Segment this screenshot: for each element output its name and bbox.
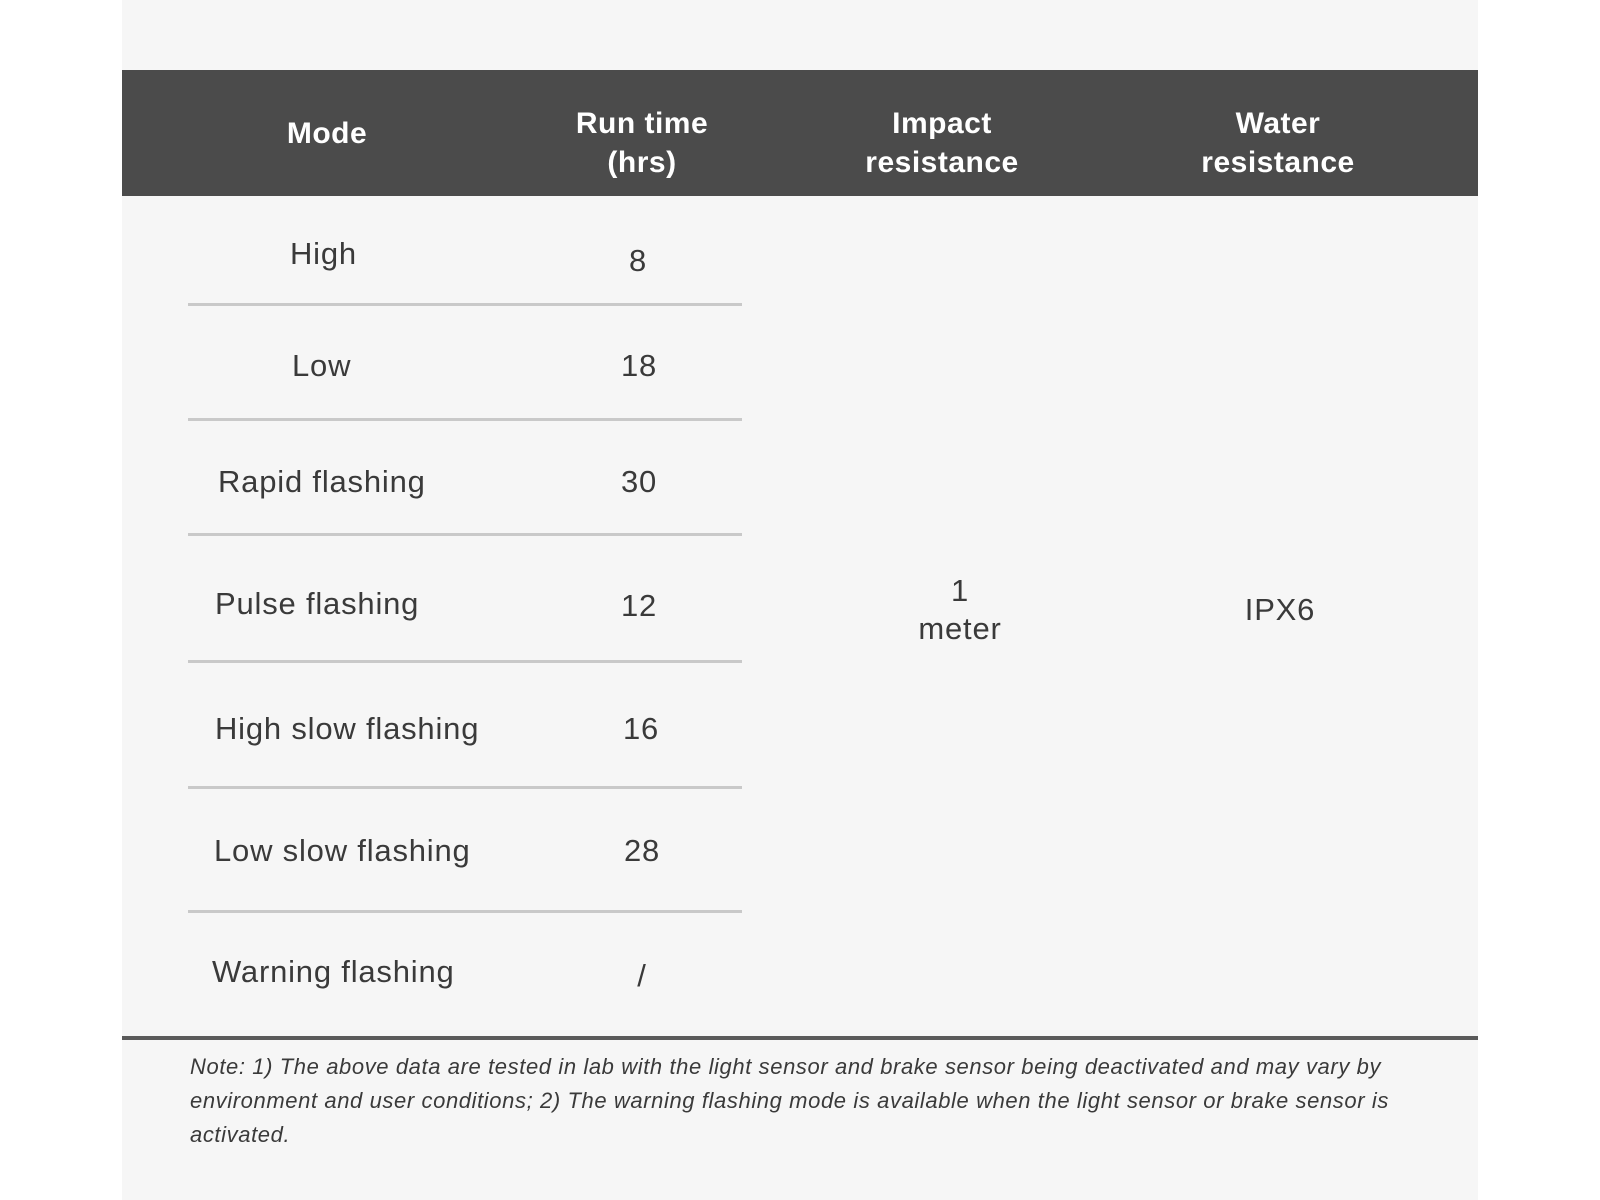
row-runtime-low-slow-flashing: 28 (623, 833, 661, 868)
impact-value-unit: meter (918, 611, 1002, 646)
row-runtime-high: 8 (628, 243, 648, 278)
row-mode-low-slow-flashing: Low slow flashing (214, 833, 471, 868)
row-mode-warning-flashing: Warning flashing (212, 954, 455, 989)
row-divider (188, 303, 742, 306)
row-divider (188, 660, 742, 663)
impact-resistance-value (880, 572, 1040, 648)
table-bottom-rule (122, 1036, 1478, 1040)
row-mode-high: High (290, 236, 357, 271)
water-resistance-value: IPX6 (1244, 592, 1316, 627)
row-runtime-low: 18 (620, 348, 658, 383)
row-divider (188, 418, 742, 421)
header-mode: Mode (286, 116, 368, 150)
row-runtime-warning-flashing: / (637, 958, 647, 993)
row-mode-low: Low (292, 348, 352, 383)
row-mode-pulse-flashing: Pulse flashing (215, 586, 420, 621)
impact-value-number: 1 (950, 573, 970, 608)
row-mode-high-slow-flashing: High slow flashing (215, 711, 480, 746)
row-runtime-high-slow-flashing: 16 (622, 711, 660, 746)
row-divider (188, 910, 742, 913)
row-divider (188, 786, 742, 789)
row-runtime-rapid-flashing: 30 (620, 464, 658, 499)
header-impact-resistance: Impact resistance (865, 107, 1019, 179)
header-water-resistance: Water resistance (1201, 107, 1355, 179)
table-header (122, 70, 1478, 196)
footnote: Note: 1) The above data are tested in lab with the light sensor and brake sensor being deactivated and may vary by environment and user conditions; 2) The warning flashing mode is available when the light sensor or brake sensor is activated. (190, 1054, 1389, 1147)
header-run-time: Run time (hrs) (575, 107, 709, 179)
row-mode-rapid-flashing: Rapid flashing (218, 464, 426, 499)
row-runtime-pulse-flashing: 12 (620, 588, 658, 623)
row-divider (188, 533, 742, 536)
